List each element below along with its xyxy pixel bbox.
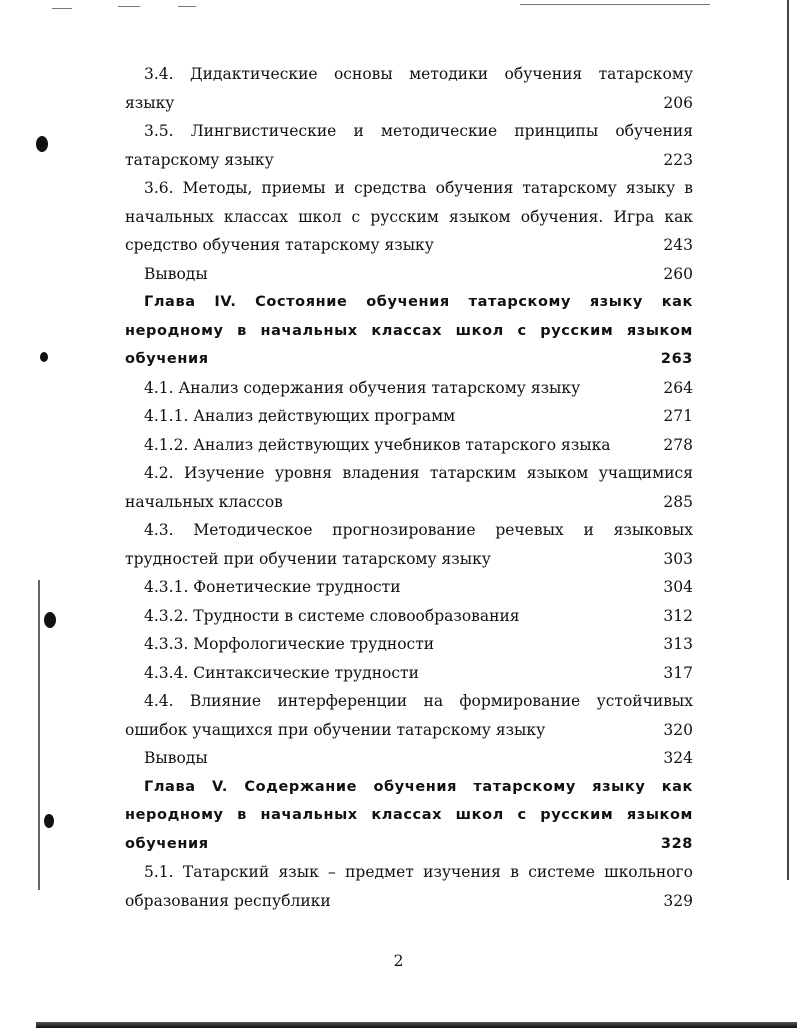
toc-entry-page: 317 (663, 663, 693, 682)
toc-entry-page: 313 (663, 635, 693, 653)
toc-entry-last-line (125, 431, 693, 460)
scan-right-edge (787, 0, 789, 880)
toc-entry-page: 206 (663, 93, 693, 112)
toc-entry-title: трудностей при обучении татарскому языку (125, 549, 491, 568)
scan-top-line-right (520, 4, 710, 5)
scan-top-line-left (52, 8, 72, 9)
toc-entry-page: 320 (663, 720, 693, 739)
toc-entry-line: 4.2. Изучение уровня владения татарским языком учащимися (144, 464, 693, 482)
toc-entry-page: 304 (663, 578, 693, 596)
toc-entry-page: 312 (663, 606, 693, 625)
toc-entry-title: образования республики (125, 891, 331, 910)
scan-left-edge (38, 580, 40, 890)
toc-entry-last-line (125, 545, 693, 574)
toc-entry-page: 264 (663, 378, 693, 397)
toc-entry-last-line (125, 887, 693, 916)
toc-entry-last-line (125, 345, 693, 374)
toc-entry-last-line (125, 830, 693, 859)
binding-hole-4 (44, 814, 54, 828)
toc-entry-3-6 (125, 174, 693, 260)
toc-entry-page: 243 (663, 236, 693, 254)
toc-entry-page: 263 (660, 351, 693, 367)
toc-entry-page: 223 (663, 150, 693, 169)
toc-entry-last-line (125, 260, 693, 289)
toc-entry-page: 278 (663, 435, 693, 454)
toc-entry-page: 324 (663, 749, 693, 767)
toc-entry-conclusions-4 (125, 744, 693, 773)
toc-entry-page: 285 (663, 492, 693, 511)
toc-entry-4-3-2 (125, 602, 693, 631)
scan-top-line-mid2 (178, 6, 196, 7)
toc-entry-line: 4.4. Влияние интерференции на формирование устойчивых (144, 692, 693, 710)
toc-entry-last-line (125, 89, 693, 118)
toc-entry-last-line (125, 716, 693, 745)
binding-hole-1 (36, 136, 48, 152)
toc-entry-4-1-2 (125, 431, 693, 460)
toc-entry-line: 5.1. Татарский язык – предмет изучения в системе школьного (144, 863, 693, 881)
toc-entry-title: языку (125, 93, 175, 112)
toc-entry-title: начальных классов (125, 492, 283, 511)
toc-entry-last-line (125, 744, 693, 773)
table-of-contents (125, 60, 693, 915)
toc-entry-last-line (125, 488, 693, 517)
toc-entry-title: 4.3.4. Синтаксические трудности (144, 663, 419, 682)
toc-entry-page: 260 (663, 264, 693, 283)
toc-entry-line: неродному в начальных классах школ с русским языком (125, 322, 693, 339)
toc-entry-4-3-1 (125, 573, 693, 602)
toc-entry-line: неродному в начальных классах школ с русским языком (125, 807, 693, 823)
scan-bottom-bar (36, 1022, 797, 1028)
toc-entry-last-line (125, 630, 693, 659)
toc-entry-title: татарскому языку (125, 150, 274, 169)
toc-entry-title: Выводы (144, 264, 208, 283)
scan-top-line-mid (118, 6, 140, 7)
toc-entry-line: Глава IV. Состояние обучения татарскому языку как (144, 294, 693, 310)
toc-entry-3-5 (125, 117, 693, 174)
toc-entry-line: 4.3. Методическое прогнозирование речевых и языковых (144, 521, 693, 539)
toc-entry-line: 3.5. Лингвистические и методические принципы обучения (144, 122, 693, 140)
toc-entry-page: 329 (663, 891, 693, 910)
toc-entry-title: 4.1.2. Анализ действующих учебников татарского языка (144, 435, 611, 454)
toc-entry-title: 4.1.1. Анализ действующих программ (144, 407, 456, 425)
binding-hole-3 (44, 612, 56, 628)
toc-entry-last-line (125, 374, 693, 403)
toc-entry-title: ошибок учащихся при обучении татарскому языку (125, 720, 546, 739)
toc-entry-title: Выводы (144, 749, 208, 767)
toc-entry-chapter-4 (125, 288, 693, 374)
toc-entry-4-3-3 (125, 630, 693, 659)
toc-entry-page: 303 (663, 549, 693, 568)
toc-entry-4-3-4 (125, 659, 693, 688)
toc-entry-line: 3.4. Дидактические основы методики обучения татарскому (144, 65, 693, 83)
toc-entry-title: 4.3.1. Фонетические трудности (144, 578, 401, 596)
toc-entry-4-1-1 (125, 402, 693, 431)
toc-entry-last-line (125, 402, 693, 431)
toc-entry-title: 4.3.3. Морфологические трудности (144, 635, 435, 653)
toc-entry-4-2 (125, 459, 693, 516)
toc-entry-title: 4.3.2. Трудности в системе словообразования (144, 606, 520, 625)
toc-entry-line: начальных классах школ с русским языком обучения. Игра как (125, 207, 693, 226)
toc-entry-5-1 (125, 858, 693, 915)
toc-entry-title: обучения (125, 835, 209, 852)
toc-entry-last-line (125, 659, 693, 688)
binding-hole-2 (40, 352, 48, 362)
toc-entry-line: Глава V. Содержание обучения татарскому языку как (144, 778, 693, 795)
toc-entry-page: 271 (663, 407, 693, 425)
toc-entry-4-4 (125, 687, 693, 744)
toc-entry-title: средство обучения татарскому языку (125, 236, 434, 254)
toc-entry-4-3 (125, 516, 693, 573)
toc-entry-title: обучения (125, 351, 209, 367)
toc-entry-4-1 (125, 374, 693, 403)
toc-entry-3-4 (125, 60, 693, 117)
toc-entry-conclusions-3 (125, 260, 693, 289)
toc-entry-last-line (125, 231, 693, 260)
toc-entry-page: 328 (660, 835, 693, 852)
toc-entry-last-line (125, 146, 693, 175)
toc-entry-title: 4.1. Анализ содержания обучения татарскому языку (144, 378, 581, 397)
page-number: 2 (393, 952, 404, 970)
toc-entry-last-line (125, 573, 693, 602)
toc-entry-chapter-5 (125, 773, 693, 859)
toc-entry-line: 3.6. Методы, приемы и средства обучения татарскому языку в (144, 179, 693, 197)
toc-entry-last-line (125, 602, 693, 631)
